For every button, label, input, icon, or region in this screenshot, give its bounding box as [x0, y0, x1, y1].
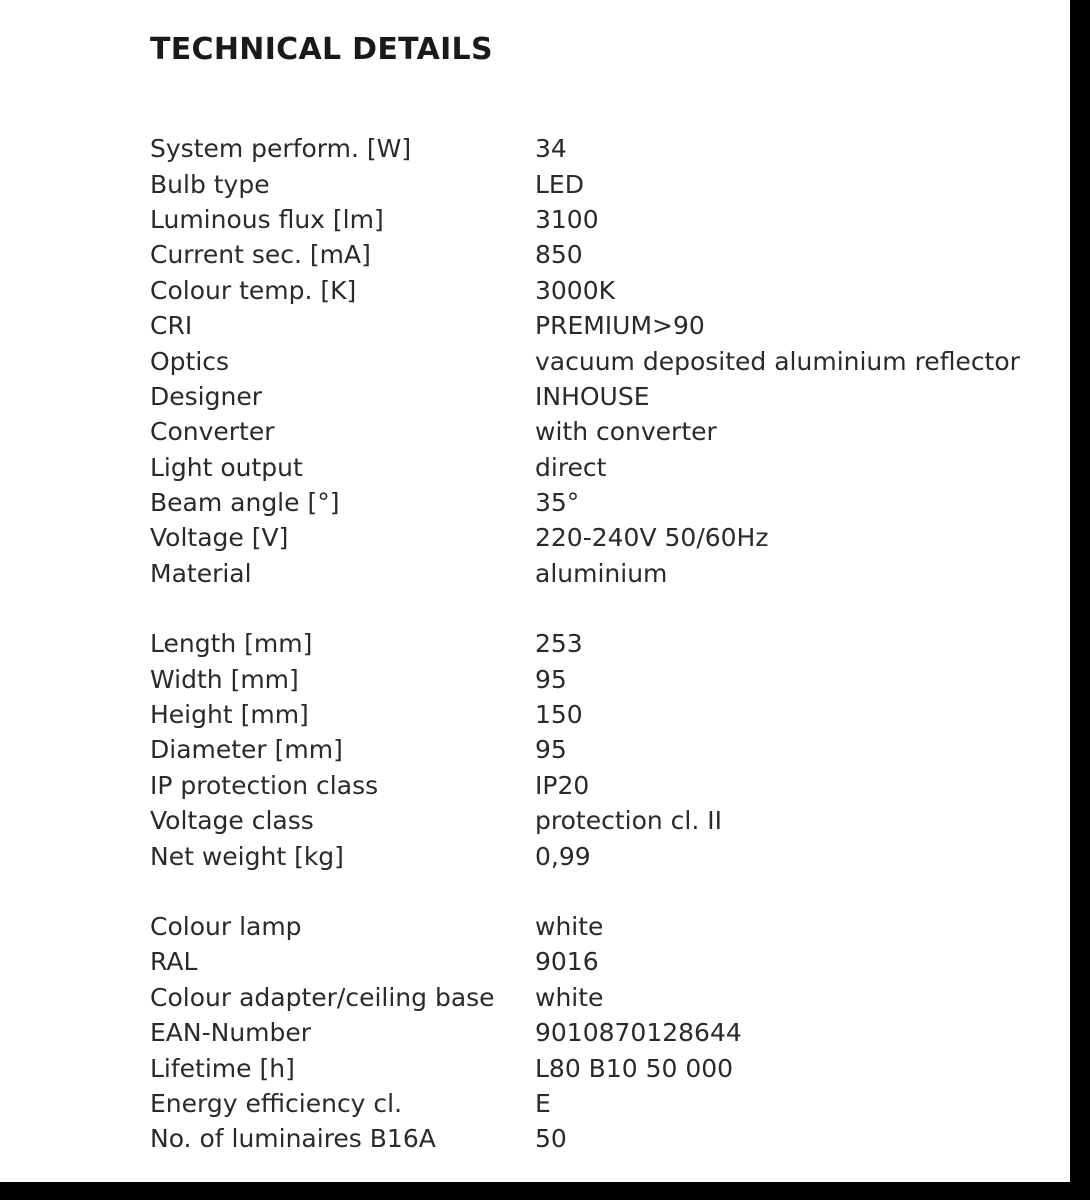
spec-value: 35°: [535, 488, 580, 518]
spec-row: [150, 379, 1050, 414]
spec-value: 850: [535, 240, 583, 270]
spec-row: [150, 556, 1050, 591]
spec-row: [150, 166, 1050, 201]
spec-label: RAL: [150, 947, 198, 977]
spec-value: 150: [535, 700, 583, 730]
spec-value: 9010870128644: [535, 1018, 742, 1048]
spec-group-finish: [150, 909, 1050, 1157]
spec-value: 9016: [535, 947, 599, 977]
spec-row: [150, 414, 1050, 449]
spec-value: 50: [535, 1124, 567, 1154]
spec-row: [150, 626, 1050, 661]
spec-value: 253: [535, 629, 583, 659]
spec-label: Colour lamp: [150, 912, 302, 941]
spec-label: Voltage [V]: [150, 523, 289, 553]
spec-label: Bulb type: [150, 169, 270, 199]
spec-label: Material: [150, 558, 252, 588]
spec-label: Current sec. [mA]: [150, 240, 371, 270]
spec-value: 95: [535, 664, 567, 694]
spec-label: Colour adapter/ceiling base: [150, 982, 495, 1012]
spec-row: [150, 520, 1050, 555]
spec-label: EAN-Number: [150, 1018, 312, 1048]
spec-value: 95: [535, 735, 567, 765]
spec-label: Optics: [150, 346, 230, 376]
spec-row: [150, 838, 1050, 873]
spec-row: [150, 803, 1050, 838]
spec-row: [150, 237, 1050, 272]
spec-label: IP protection class: [150, 770, 379, 800]
spec-label: Diameter [mm]: [150, 735, 343, 765]
spec-value: 3100: [535, 204, 599, 234]
spec-label: Height [mm]: [150, 700, 309, 730]
spec-value: 220-240V 50/60Hz: [535, 523, 769, 553]
spec-value: IP20: [535, 770, 590, 800]
spec-row: [150, 1121, 1050, 1156]
spec-label: Length [mm]: [150, 629, 313, 659]
spec-row: [150, 909, 1050, 944]
spec-value: white: [535, 912, 604, 941]
spec-label: Lifetime [h]: [150, 1053, 295, 1083]
spec-value: L80 B10 50 000: [535, 1053, 734, 1083]
spec-label: Designer: [150, 381, 262, 411]
spec-value: INHOUSE: [535, 381, 650, 411]
spec-row: [150, 944, 1050, 979]
spec-label: Colour temp. [K]: [150, 275, 357, 305]
spec-value: 0,99: [535, 841, 591, 871]
spec-row: [150, 485, 1050, 520]
spec-row: [150, 273, 1050, 308]
spec-label: Luminous flux [lm]: [150, 204, 384, 234]
spec-label: Converter: [150, 417, 275, 447]
spec-row: [150, 1015, 1050, 1050]
spec-label: No. of luminaires B16A: [150, 1124, 436, 1154]
spec-value: direct: [535, 452, 607, 482]
spec-label: Beam angle [°]: [150, 488, 340, 518]
spec-value: E: [535, 1088, 551, 1118]
spec-value: 34: [535, 134, 567, 164]
spec-row: [150, 202, 1050, 237]
spec-value: white: [535, 982, 604, 1012]
spec-table: [150, 131, 1050, 1182]
spec-label: Light output: [150, 452, 303, 482]
spec-label: Width [mm]: [150, 664, 299, 694]
spec-value: protection cl. II: [535, 806, 722, 836]
spec-row: [150, 980, 1050, 1015]
spec-label: Net weight [kg]: [150, 841, 344, 871]
page-title: TECHNICAL DETAILS: [150, 32, 493, 67]
spec-value: vacuum deposited aluminium reflector: [535, 346, 1020, 376]
spec-label: Energy efficiency cl.: [150, 1088, 403, 1118]
spec-value: aluminium: [535, 558, 668, 588]
spec-row: [150, 697, 1050, 732]
spec-row: [150, 131, 1050, 166]
spec-value: with converter: [535, 417, 717, 447]
spec-row: [150, 661, 1050, 696]
spec-row: [150, 343, 1050, 378]
spec-label: System perform. [W]: [150, 134, 412, 164]
spec-value: LED: [535, 169, 584, 199]
spec-row: [150, 1050, 1050, 1085]
spec-row: [150, 732, 1050, 767]
spec-group-electrical: [150, 131, 1050, 591]
spec-group-dimensions: [150, 626, 1050, 874]
spec-row: [150, 308, 1050, 343]
spec-value: 3000K: [535, 275, 616, 305]
spec-label: Voltage class: [150, 806, 314, 836]
spec-value: PREMIUM>90: [535, 311, 705, 341]
spec-row: [150, 768, 1050, 803]
spec-label: CRI: [150, 311, 193, 341]
spec-row: [150, 450, 1050, 485]
spec-row: [150, 1086, 1050, 1121]
